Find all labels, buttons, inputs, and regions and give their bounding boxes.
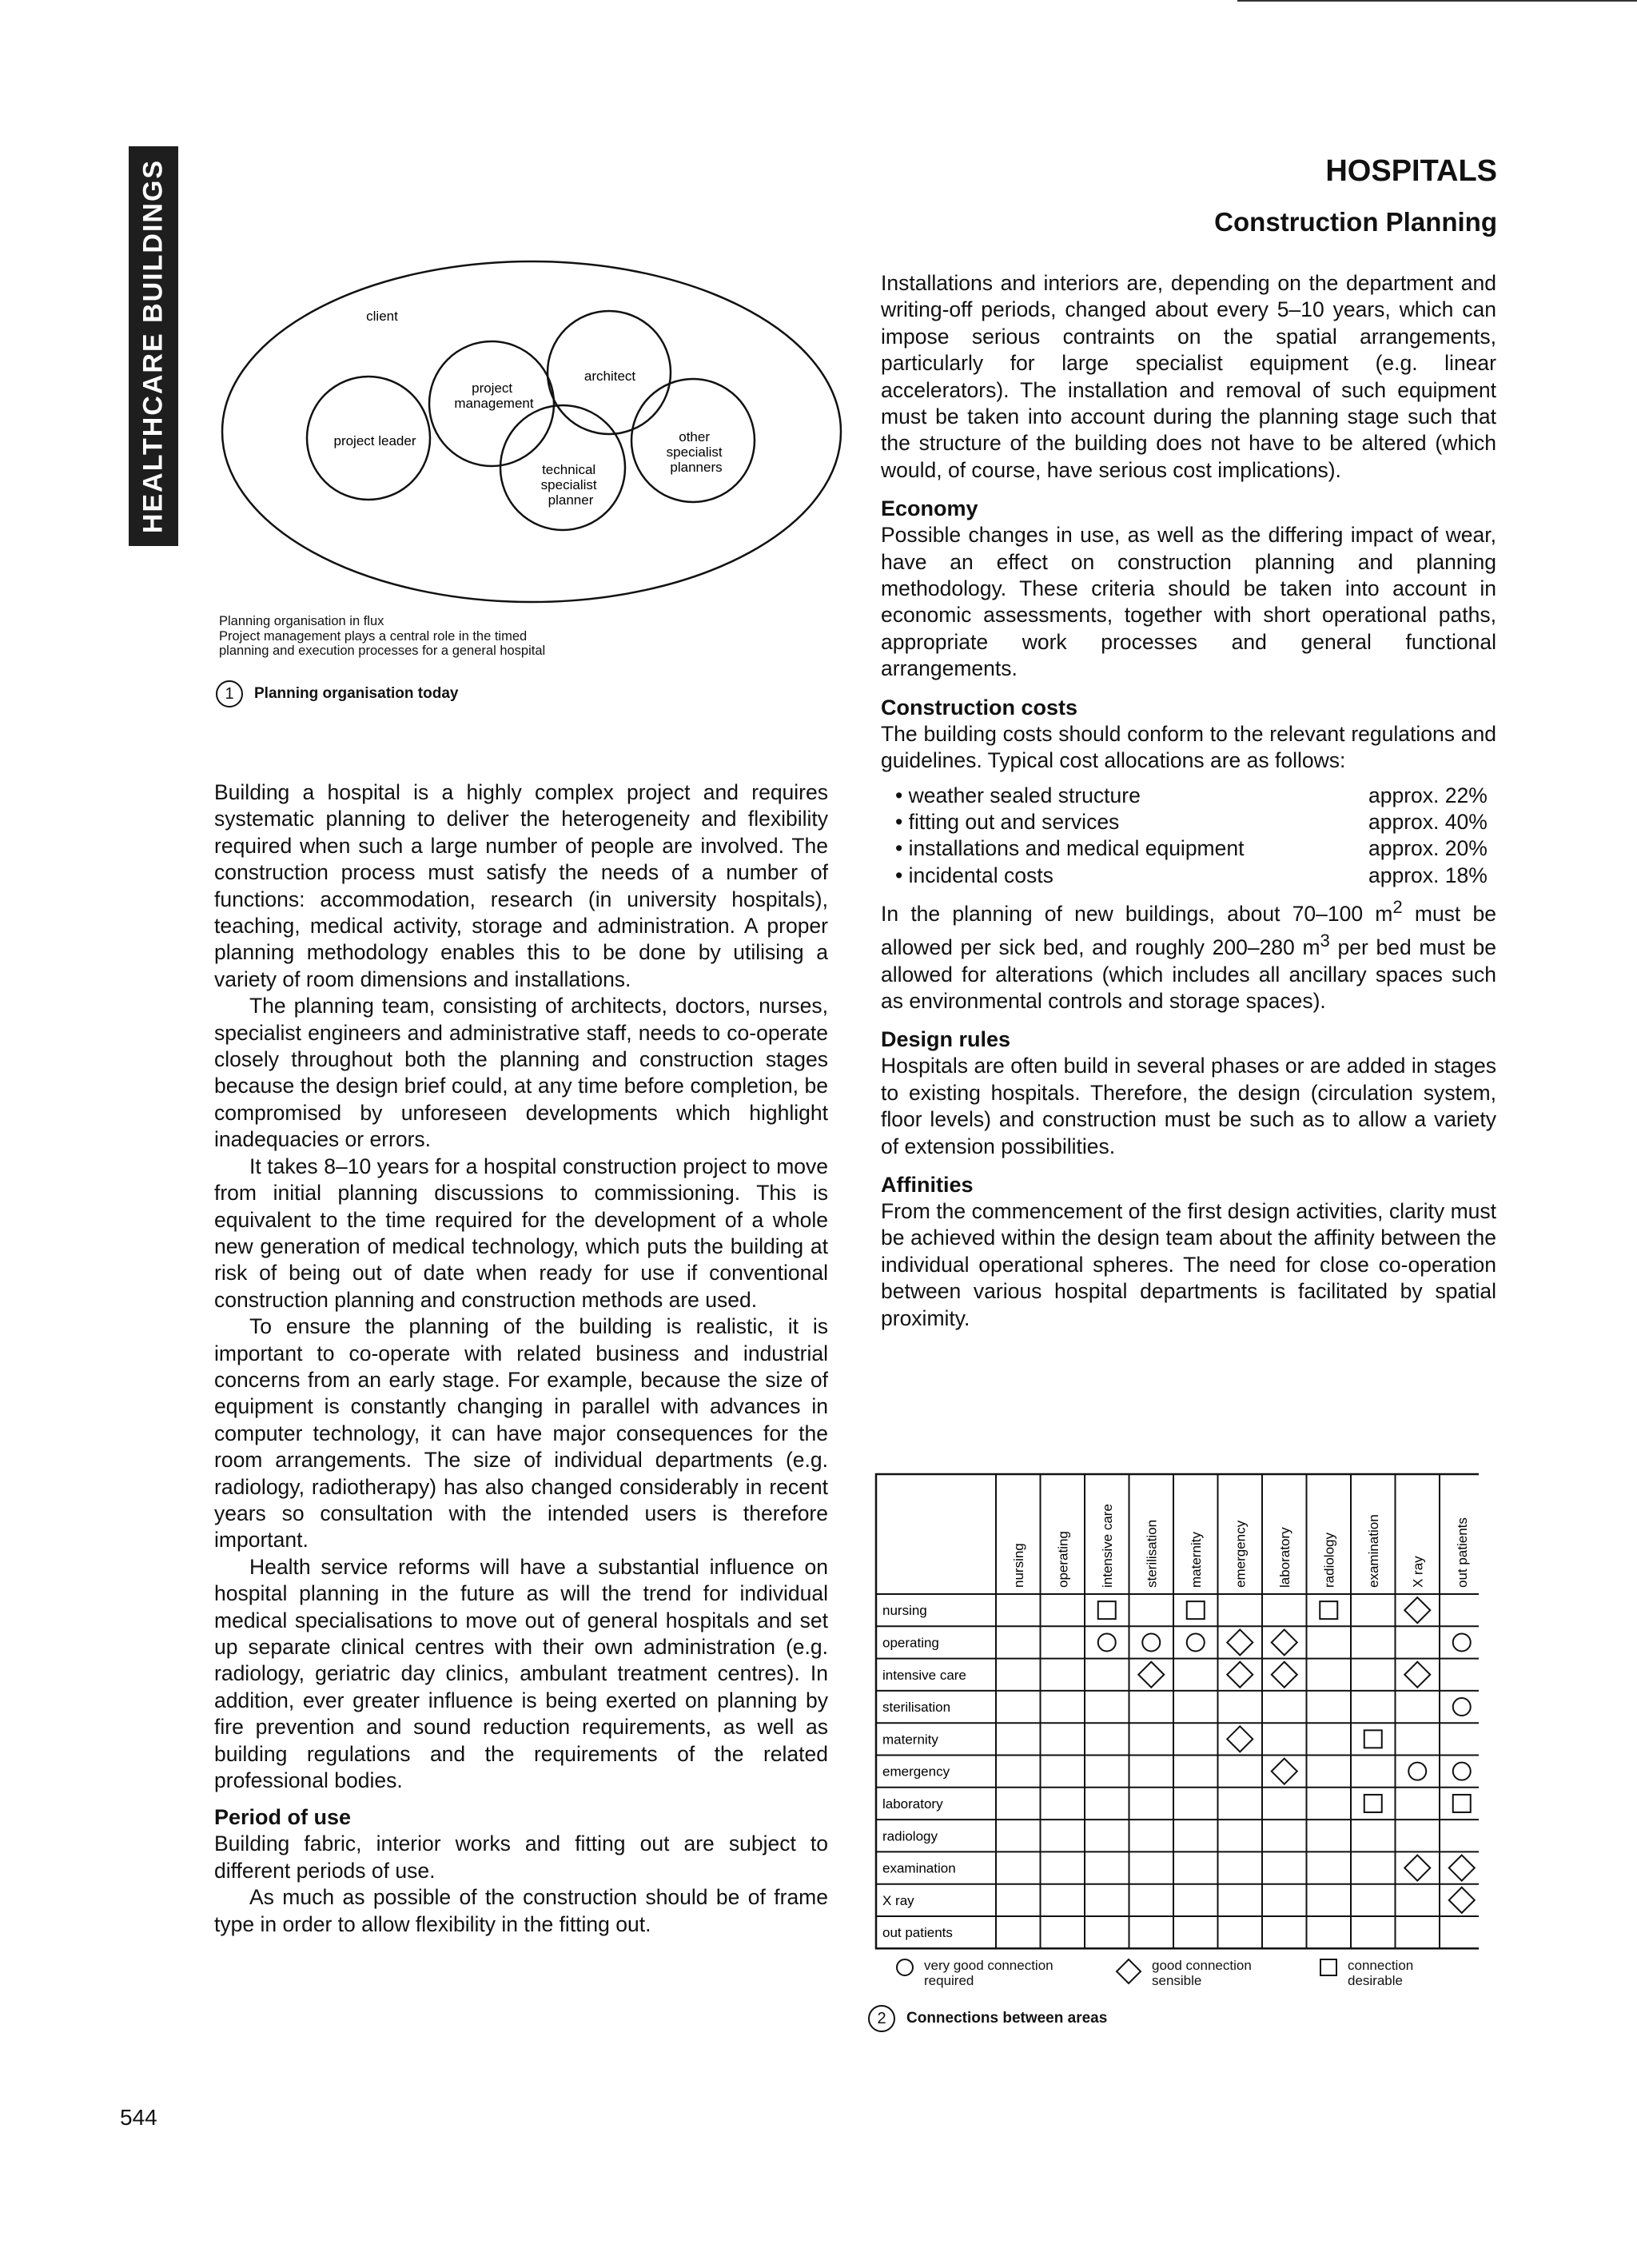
text-run: must be allowed per sick bed, and roughly 200–280 m [881,901,1496,960]
node-client: client [366,309,398,324]
paragraph: From the commencement of the first design activities, clarity must be achieved within the design team about the affinity between the individual operational spheres. The need for close co-operation between various hospital departments is facilitated by spatial proximity. [881,1199,1496,1330]
connection-diamond-icon [1227,1662,1253,1688]
cost-value: approx. 22% [1368,783,1488,807]
connection-circle-icon [1187,1633,1205,1651]
node-project-management [454,381,534,411]
figure1-label [216,680,458,708]
column-header: operating [1055,1531,1071,1588]
square-icon [1319,1958,1338,1977]
paragraph: Building fabric, interior works and fitting out are subject to different periods of use. [214,1832,828,1883]
row-header: X ray [882,1892,914,1908]
superscript: 2 [1392,897,1403,918]
cost-item [895,835,1496,862]
paragraph: The planning team, consisting of architects, doctors, nurses, specialist engineers and administrative staff, needs to co-operate closely throughout both the planning and construction stages because the design brief could, at any time before completion, be compromised by unforeseen developments which highlight inadequacies or errors. [214,994,828,1152]
connection-circle-icon [1453,1763,1471,1780]
connection-square-icon [1187,1601,1205,1619]
column-header: maternity [1188,1532,1204,1588]
node-tsp-line2: specialist [540,477,597,492]
connection-diamond-icon [1404,1855,1430,1881]
cost-list [895,783,1496,890]
connection-square-icon [1098,1601,1116,1619]
connection-diamond-icon [1272,1629,1297,1655]
legend-item [1115,1958,1319,1988]
paragraph: As much as possible of the construction should be of frame type in order to allow flexibility in the fitting out. [214,1885,828,1936]
diamond-icon [1115,1958,1142,1985]
paragraph: It takes 8–10 years for a hospital construction project to move from initial planning discussions to commissioning. This is equivalent to the time required for the development of a whole new generation of medical technology, which puts the building at risk of being out of date when ready for use if conventional construction planning and construction methods are used. [214,1154,828,1312]
connection-diamond-icon [1404,1597,1430,1623]
page-number: 544 [120,2105,157,2130]
text-run: In the planning of new buildings, about 70–100 m [881,901,1393,926]
figure-title: Planning organisation today [254,685,459,702]
node-osp-line1: other [679,429,711,444]
connection-circle-icon [1142,1633,1160,1651]
paragraph: To ensure the planning of the building is realistic, it is important to co-operate with related business and industrial concerns from an early stage. For example, because the size of equipment is constantly changing in parallel with advances in computer technology, it can have major consequences for the room arrangements. The size of individual departments (e.g. radiology, radiotherapy) has also changed considerably in recent years so consultation with the intended users is therefore important. [214,1314,828,1553]
column-header: examination [1365,1514,1381,1588]
connection-square-icon [1320,1601,1337,1619]
column-header: X ray [1410,1556,1426,1588]
figure-title: Connections between areas [906,2010,1108,2027]
paragraph: Possible changes in use, as well as the differing impact of wear, have an effect on construction planning and planning methodology. These criteria should be taken into account in economic assessments, together with short operational paths, appropriate work processes and general functional arrangements. [881,523,1496,681]
connection-diamond-icon [1227,1726,1253,1752]
cost-item [895,809,1496,835]
connection-square-icon [1364,1795,1382,1812]
node-project-leader: project leader [333,433,416,448]
connection-diamond-icon [1272,1759,1297,1784]
matrix-legend [895,1958,1471,1988]
node-tsp-line3: planner [548,492,594,508]
figure-number-badge: 1 [216,680,243,708]
legend-text: sensible [1152,1973,1202,1988]
row-header: nursing [882,1603,927,1619]
column-header: laboratory [1277,1527,1292,1588]
affinities-heading: Affinities [881,1173,974,1198]
connection-diamond-icon [1138,1662,1164,1688]
column-header: out patients [1454,1517,1470,1588]
section-tab-label: HEALTHCARE BUILDINGS [137,158,169,534]
connection-diamond-icon [1227,1629,1253,1655]
paragraph: Installations and interiors are, depending on the department and writing-off periods, changed about every 5–10 years, which can impose serious contraints on the spatial arrangements, particularly for large specialist equipment (e.g. linear accelerators). The installation and removal of such equipment must be taken into account during the planning stage such that the structure of the building does not have to be altered (which would, of course, have serious cost implications). [881,271,1496,482]
paragraph [881,894,1496,1014]
economy-heading: Economy [881,496,978,521]
connection-diamond-icon [1404,1662,1430,1688]
text-run: per bed must be allowed for alterations (which includes all ancillary spaces such as environmental controls and storage spaces). [881,935,1496,1013]
row-header: radiology [882,1828,938,1844]
caption-line: planning and execution processes for a general hospital [219,644,546,658]
cost-label: • fitting out and services [895,809,1119,835]
top-rule [1237,0,1637,2]
row-header: emergency [882,1764,950,1780]
legend-item [1319,1958,1471,1988]
cost-label: • weather sealed structure [895,783,1141,809]
cost-value: approx. 40% [1368,809,1488,834]
planning-organisation-diagram [216,260,855,612]
figure1-caption [219,614,651,659]
connections-matrix [871,1471,1479,1959]
connection-square-icon [1453,1795,1471,1812]
connection-diamond-icon [1449,1855,1475,1881]
superscript: 3 [1320,931,1330,951]
cost-label: • incidental costs [895,863,1053,889]
node-other-specialist-planners [667,429,727,475]
figure2-label [868,2005,1107,2032]
row-header: examination [882,1860,956,1876]
row-header: sterilisation [882,1700,951,1716]
connection-circle-icon [1453,1633,1471,1651]
cost-value: approx. 18% [1368,863,1488,887]
figure-number-badge: 2 [868,2005,895,2032]
left-column [214,779,828,1938]
caption-line: Planning organisation in flux [219,614,384,628]
connection-circle-icon [1098,1633,1116,1651]
caption-line: Project management plays a central role in the timed [219,628,528,644]
cost-value: approx. 20% [1368,836,1488,861]
column-header: intensive care [1099,1504,1115,1588]
row-header: out patients [882,1925,953,1941]
circle-icon [895,1958,914,1977]
design-rules-heading: Design rules [881,1027,1011,1052]
node-osp-line2: specialist [666,444,723,460]
connection-square-icon [1364,1730,1382,1748]
connection-diamond-icon [1449,1887,1475,1913]
cost-label: • installations and medical equipment [895,835,1244,862]
matrix-frame [876,1474,1479,1948]
client-ellipse [222,261,841,602]
connection-circle-icon [1453,1698,1471,1716]
column-header: emergency [1233,1520,1249,1588]
paragraph: Building a hospital is a highly complex project and requires systematic planning to deliver the heterogeneity and flexibility required when such a large number of people are involved. The construction process must satisfy the needs of a number of functions: accommodation, research (in university hospitals), teaching, medical activity, storage and administration. A proper planning methodology enables this to be done by utilising a variety of room dimensions and installations. [214,780,828,991]
node-project-management-line2: management [454,396,534,411]
column-header: radiology [1321,1533,1337,1588]
row-header: operating [882,1635,939,1651]
legend-text: very good connection [924,1958,1053,1973]
node-technical-specialist-planner [541,462,601,508]
cost-item [895,783,1496,809]
paragraph: Health service reforms will have a substantial influence on hospital planning in the future as will the trend for individual medical specialisations to move out of general hospitals and set up separate clinical centres with their own administration (e.g. radiology, geriatric day clinics, ambulant treatment centres). In addition, ever greater influence is being exerted on planning by fire prevention and sound reduction requirements, as well as building regulations and the requirements of the related professional bodies. [214,1554,828,1793]
column-header: nursing [1010,1543,1026,1588]
row-header: maternity [882,1732,938,1748]
node-tsp-line1: technical [542,462,596,477]
legend-text: good connection [1152,1958,1252,1973]
column-header: sterilisation [1144,1519,1160,1588]
connection-circle-icon [1408,1763,1426,1780]
page-subtitle: Construction Planning [1214,207,1497,237]
page-title: HOSPITALS [1325,154,1497,188]
node-project-management-line1: project [472,381,513,396]
legend-text: desirable [1348,1973,1403,1988]
connection-diamond-icon [1272,1662,1297,1688]
construction-costs-heading: Construction costs [881,695,1078,719]
node-architect: architect [584,369,636,384]
legend-item [895,1958,1115,1988]
legend-text: connection [1348,1958,1414,1973]
node-osp-line3: planners [670,460,723,475]
period-of-use-heading: Period of use [214,1805,352,1830]
legend-text: required [924,1973,974,1988]
right-column [881,270,1496,1332]
cost-item [895,863,1496,889]
section-tab [129,146,178,546]
row-header: intensive care [882,1667,966,1683]
paragraph: Hospitals are often build in several phases or are added in stages to existing hospitals. Therefore, the design (circulation system, floor levels) and construction must be such as to allow a variety of extension possibilities. [881,1054,1496,1158]
row-header: laboratory [882,1796,943,1812]
paragraph: The building costs should conform to the relevant regulations and guidelines. Typical cost allocations are as follows: [881,721,1496,773]
